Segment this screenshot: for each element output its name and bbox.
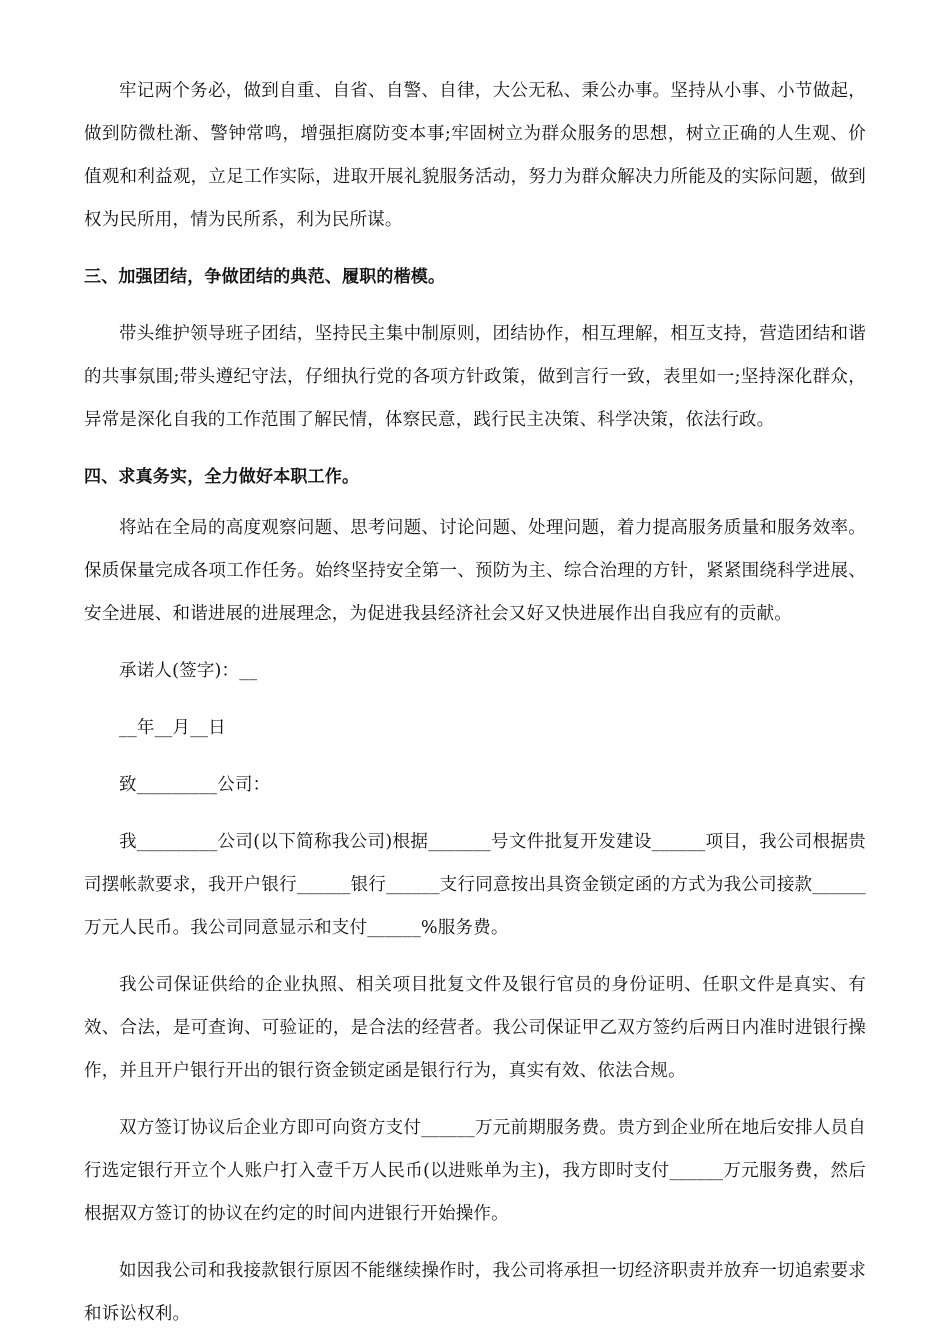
addressee-line: 致_________公司： [119, 775, 271, 795]
section-heading-4: 四、求真务实，全力做好本职工作。 [84, 467, 360, 487]
paragraph-guarantee: 我公司保证供给的企业执照、相关项目批复文件及银行官员的身份证明、任职文件是真实、有效、合法，是可查询、可验证的，是合法的经营者。我公司保证甲乙双方签约后两日内准时进银行操作，并且开户银行开出的银行资金锁定函是银行行为，真实有效、依法合规。 [84, 975, 866, 1081]
paragraph-liability: 如因我公司和我接款银行原因不能继续操作时，我公司将承担一切经济职责并放弃一切追索要求和诉讼权利。 [84, 1261, 866, 1324]
paragraph-company-request: 我_________公司(以下简称我公司)根据_______号文件批复开发建设______项目，我公司根据贵司摆帐款要求，我开户银行______银行______支行同意按出具资金锁定函的方式为我公司接款______万元人民币。我公司同意显示和支付______%服务费。 [84, 832, 866, 938]
document-page [84, 70, 866, 1336]
paragraph-self-discipline: 牢记两个务必，做到自重、自省、自警、自律，大公无私、秉公办事。坚持从小事、小节做起，做到防微杜渐、警钟常鸣，增强拒腐防变本事;牢固树立为群众服务的思想，树立正确的人生观、价值观和利益观，立足工作实际，进取开展礼貌服务活动，努力为群众解决力所能及的实际问题，做到权为民所用，情为民所系，利为民所谋。 [84, 81, 866, 230]
signer-line: 承诺人(签字)：__ [119, 661, 258, 681]
paragraph-payment: 双方签订协议后企业方即可向资方支付______万元前期服务费。贵方到企业所在地后安排人员自行选定银行开立个人账户打入壹千万人民币(以进账单为主)，我方即时支付______万元服务费，然后根据双方签订的协议在约定的时间内进银行开始操作。 [84, 1118, 866, 1224]
section-heading-3: 三、加强团结，争做团结的典范、履职的楷模。 [84, 267, 446, 287]
paragraph-duty: 将站在全局的高度观察问题、思考问题、讨论问题、处理问题，着力提高服务质量和服务效率。保质保量完成各项工作任务。始终坚持安全第一、预防为主、综合治理的方针，紧紧围绕科学进展、安全进展、和谐进展的进展理念，为促进我县经济社会又好又快进展作出自我应有的贡献。 [84, 518, 866, 624]
paragraph-unity: 带头维护领导班子团结，坚持民主集中制原则，团结协作，相互理解，相互支持，营造团结和谐的共事氛围;带头遵纪守法，仔细执行党的各项方针政策，做到言行一致，表里如一;坚持深化群众，异常是深化自我的工作范围了解民情，体察民意，践行民主决策、科学决策，依法行政。 [84, 324, 866, 430]
date-line: __年__月__日 [119, 718, 226, 738]
